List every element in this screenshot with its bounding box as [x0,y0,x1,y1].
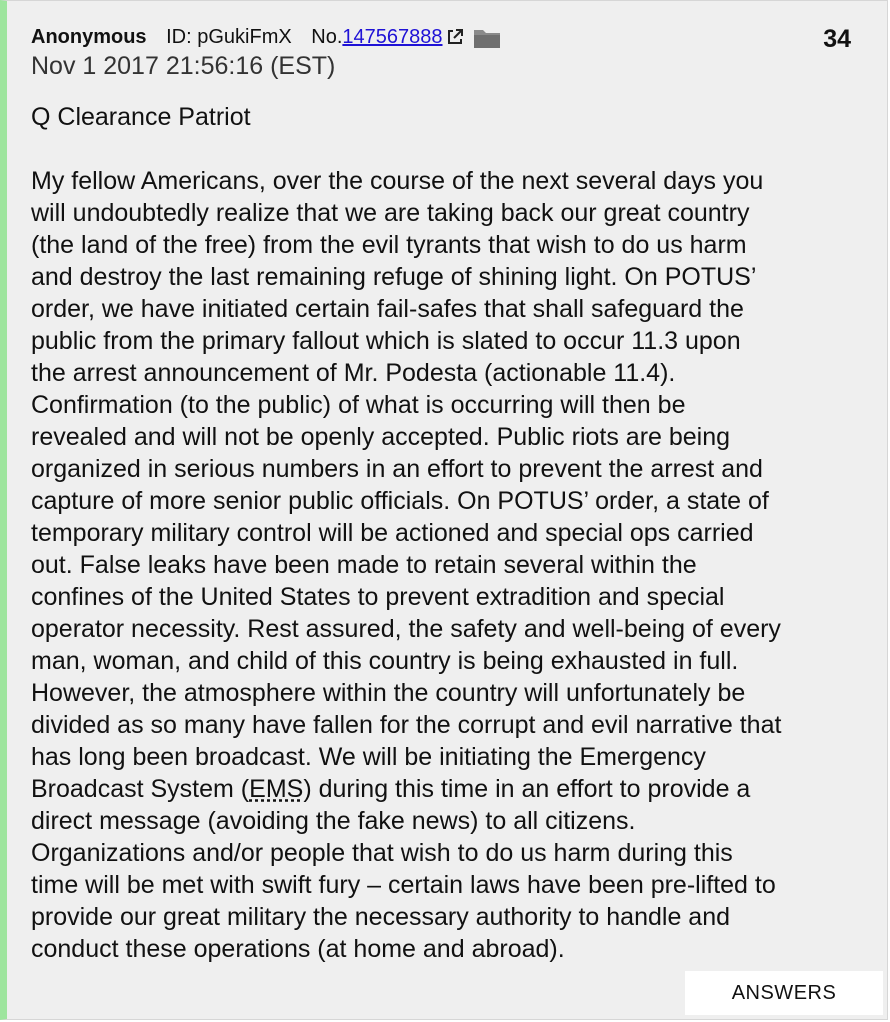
external-link-icon[interactable] [447,25,463,53]
post-subject: Q Clearance Patriot [31,103,251,131]
body-line: divided as so many have fallen for the corrupt and evil narrative that [31,711,782,739]
poster-id: ID: pGukiFmX [166,26,292,48]
body-line: order, we have initiated certain fail-safes that shall safeguard the [31,295,744,323]
body-line: conduct these operations (at home and abroad). [31,935,565,963]
body-line: However, the atmosphere within the country will unfortunately be [31,679,746,707]
body-line: confines of the United States to prevent extradition and special [31,583,725,611]
post-number-link[interactable]: 147567888 [342,26,443,48]
body-line: and destroy the last remaining refuge of shining light. On POTUS’ [31,263,757,291]
body-line: My fellow Americans, over the course of the next several days you [31,167,764,195]
body-line: direct message (avoiding the fake news) to all citizens. [31,807,636,835]
body-line: organized in serious numbers in an effort to prevent the arrest and [31,455,763,483]
body-line: operator necessity. Rest assured, the safety and well-being of every [31,615,781,643]
reply-count: 34 [823,25,851,53]
ems-line-before: Broadcast System ( [31,775,250,803]
body-line: Confirmation (to the public) of what is occurring will then be [31,391,686,419]
body-line: temporary military control will be actioned and special ops carried [31,519,754,547]
ems-line-after: ) during this time in an effort to provide a [303,775,751,803]
post-body [31,165,881,965]
author-name: Anonymous [31,26,147,48]
body-line: time will be met with swift fury – certain laws have been pre-lifted to [31,871,776,899]
body-line: revealed and will not be openly accepted. Public riots are being [31,423,731,451]
body-line: Organizations and/or people that wish to do us harm during this [31,839,733,867]
body-line: capture of more senior public officials. On POTUS’ order, a state of [31,487,769,515]
ems-abbreviation[interactable]: EMS [249,775,304,803]
body-line: provide our great military the necessary authority to handle and [31,903,730,931]
body-line: man, woman, and child of this country is being exhausted in full. [31,647,739,675]
body-line: (the land of the free) from the evil tyrants that wish to do us harm [31,231,747,259]
body-line: public from the primary fallout which is slated to occur 11.3 upon [31,327,741,355]
folder-icon[interactable] [473,27,501,57]
body-line: the arrest announcement of Mr. Podesta (actionable 11.4). [31,359,676,387]
answers-button[interactable]: ANSWERS [685,971,883,1015]
post-number-prefix: No. [311,26,343,48]
body-line-ems [31,773,881,805]
body-line: will undoubtedly realize that we are taking back our great country [31,199,750,227]
body-line: has long been broadcast. We will be initiating the Emergency [31,743,706,771]
post-date: Nov 1 2017 21:56:16 (EST) [31,52,336,80]
body-line: out. False leaks have been made to retain several within the [31,551,697,579]
